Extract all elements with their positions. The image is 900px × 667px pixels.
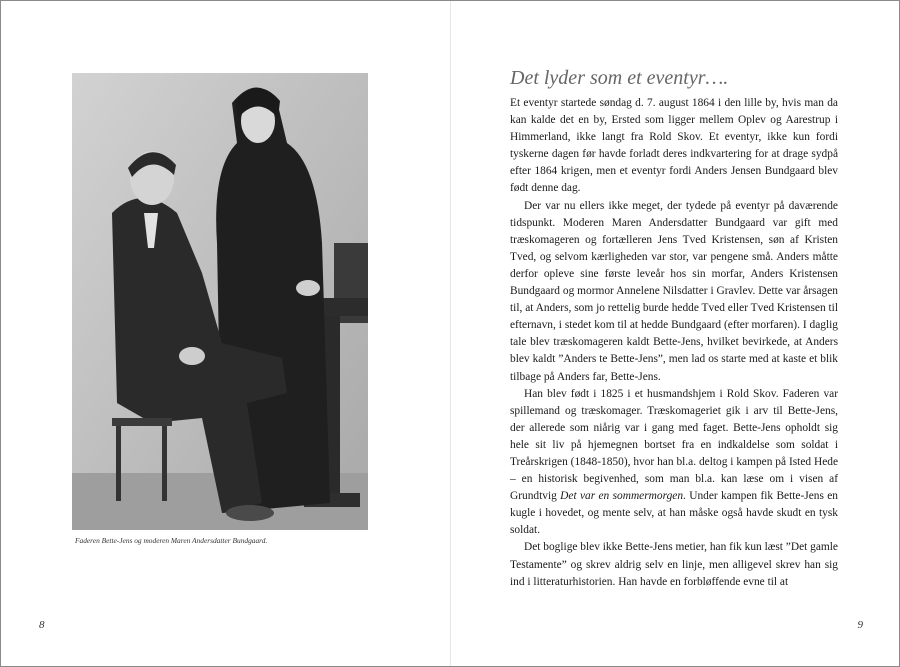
- gutter: [450, 1, 451, 666]
- paragraph: Et eventyr startede søndag d. 7. august 1864 i den lille by, hvis man da kan kalde det en by, Ersted som ligger mellem Oplev og Aarestrup i Himmerland, ikke langt fra Rold Skov. Et eventyr, ikke kun fordi tyskerne dagen før havde forladt deres indkvartering for at drage sydpå efter 1864 krigen, men et eventyr fordi Anders Jensen Bundgaard blev født denne dag.: [510, 97, 838, 195]
- chapter-title: Det lyder som et eventyr….: [510, 67, 729, 89]
- historic-portrait-photo: [72, 73, 368, 530]
- page-number-right: 9: [857, 619, 863, 631]
- paragraph: Der var nu ellers ikke meget, der tydede på eventyr på daværende tidspunkt. Moderen Maren Andersdatter Bundgaard var gift med træskomageren og fortælleren Jens Tved Kristensen, søn af Kristen Tved, og selvom kærligheden var stor, var pengene små. Anders måtte derfor opleve sine første leveår hos sin morfar, Anders Kristensen Bundgaard og mormor Annelene Nilsdatter i Gravlev. Dette var årsagen til, at Anders, som jo rettelig burde hedde Tved eller Tved Kristensen til efternavn, i stedet kom til at hedde Bundgaard (efter morfaren). I daglig tale blev træskomageren kaldt Bette-Jens, hvilket bevirkede, at Anders blev kaldt ”Anders te Bette-Jens”, men lad os starte med at kaste et blik tilbage på Anders far, Bette-Jens.: [510, 199, 838, 383]
- body-text: [510, 95, 838, 591]
- photo-caption: Faderen Bette-Jens og moderen Maren Andersdatter Bundgaard.: [75, 536, 268, 545]
- paragraph: Han blev født i 1825 i et husmandshjem i Rold Skov. Faderen var spillemand og træskomager. Træskomageriet gik i arv til Bette-Jens, der allerede som niårig var i gang med faget. Bette-Jens opholdt sig hele sit liv på hjemegnen bortset fra en indkaldelse som soldat i Treårskrigen (1848-1850), hvor han bl.a. deltog i kampen på Isted Hede – en historisk begivenhed, som man bl.a. kan læse om i visen af Grundtvig Det var en sommermorgen. Under kampen fik Bette-Jens en kugle i hovedet, og mente selv, at han måske også havde skudt en tysk soldat.: [510, 387, 838, 537]
- song-title: Det var en sommermorgen: [560, 490, 684, 503]
- paragraph: Det boglige blev ikke Bette-Jens metier, han fik kun læst ”Det gamle Testamente” og skrev aldrig selv en linje, men alligevel skrev han sig ind i litteraturhistorien. Han havde en forbløffende evne til at: [510, 541, 838, 588]
- page-number-left: 8: [39, 619, 45, 631]
